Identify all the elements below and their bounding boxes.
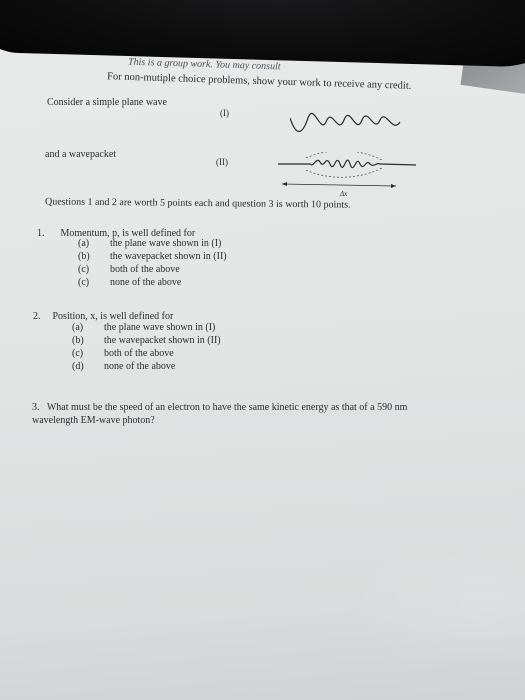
question-1-number: 1. (37, 228, 45, 239)
light-glare (345, 520, 525, 660)
question-2-text: Position, x, is well defined for (52, 311, 174, 322)
q1-option-d-text: none of the above (110, 277, 182, 288)
delta-x-label: Δx (340, 190, 348, 198)
plane-wave-figure (290, 108, 410, 138)
q2-option-d-letter: (d) (72, 361, 84, 372)
q1-option-c-text: both of the above (110, 264, 180, 275)
q2-option-d (72, 361, 175, 372)
q1-option-a (78, 238, 221, 249)
plane-wave-label: (I) (220, 108, 229, 118)
q2-option-b-text: the wavepacket shown in (II) (104, 335, 221, 346)
q1-option-c (78, 264, 180, 275)
q1-option-b-text: the wavepacket shown in (II) (110, 251, 227, 262)
question-3-number: 3. (32, 402, 40, 413)
q2-option-a-text: the plane wave shown in (I) (104, 322, 216, 333)
q1-option-b (78, 251, 227, 262)
header-line-2: For non-mutiple choice problems, show your work to receive any credit. (106, 71, 412, 92)
q2-option-c-letter: (c) (72, 348, 84, 359)
question-1-text: Momentum, p, is well defined for (60, 228, 196, 239)
question-3 (32, 401, 452, 427)
plane-wave-text: Consider a simple plane wave (47, 97, 167, 108)
q2-option-a (72, 322, 215, 333)
q1-option-d-letter: (c) (78, 277, 90, 288)
header-line-1: This is a group work. You may consult (127, 56, 281, 73)
q2-option-b (72, 335, 221, 346)
q2-option-a-letter: (a) (72, 322, 84, 333)
q1-option-a-letter: (a) (78, 238, 90, 249)
wavepacket-text: and a wavepacket (45, 149, 117, 160)
q2-option-c (72, 348, 174, 359)
wavepacket-label: (II) (216, 157, 228, 167)
wavepacket-figure (278, 152, 418, 194)
q2-option-d-text: none of the above (104, 361, 176, 372)
q1-option-c-letter: (c) (78, 264, 90, 275)
q1-option-d (78, 277, 181, 288)
points-note: Questions 1 and 2 are worth 5 points each and question 3 is worth 10 points. (44, 196, 351, 211)
q2-option-c-text: both of the above (104, 348, 174, 359)
question-3-text: What must be the speed of an electron to have the same kinetic energy as that of a 590 nm wavelength EM-wave photon? (32, 402, 408, 426)
q1-option-b-letter: (b) (78, 251, 90, 262)
question-2-number: 2. (33, 311, 41, 322)
q1-option-a-text: the plane wave shown in (I) (110, 238, 222, 249)
q2-option-b-letter: (b) (72, 335, 84, 346)
